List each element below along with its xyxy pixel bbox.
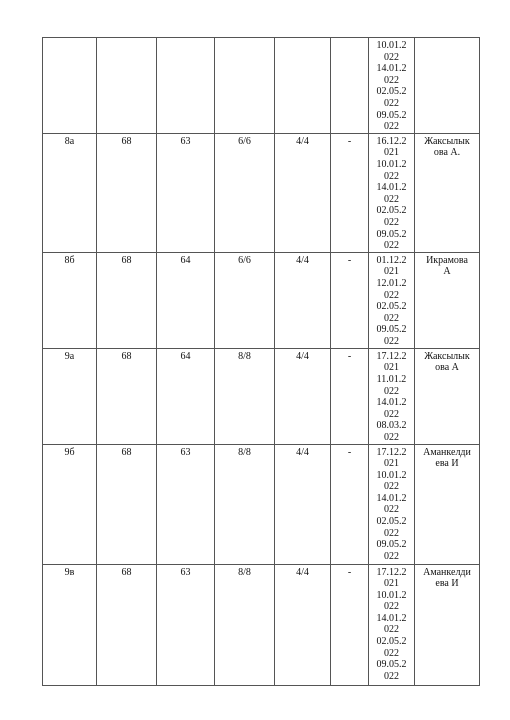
- teacher-cell: Жаксылык ова А.: [415, 133, 480, 252]
- table-row: [43, 564, 480, 685]
- teacher-cell: [415, 38, 480, 134]
- hours-actual-cell: 63: [157, 444, 215, 564]
- ratio-cell-2: 4/4: [275, 252, 331, 348]
- hours-actual-cell: 64: [157, 348, 215, 444]
- dates-cell: 10.01.2 022 14.01.2 022 02.05.2 022 09.05.2 022: [369, 38, 415, 134]
- ratio-cell: 8/8: [215, 444, 275, 564]
- dates-cell: 17.12.2 021 11.01.2 022 14.01.2 022 08.03.2 022: [369, 348, 415, 444]
- dates-cell: 17.12.2 021 10.01.2 022 14.01.2 022 02.05.2 022 09.05.2 022: [369, 564, 415, 685]
- hours-actual-cell: 63: [157, 133, 215, 252]
- ratio-cell-2: 4/4: [275, 444, 331, 564]
- teacher-cell: Аманкелди ева И: [415, 564, 480, 685]
- dates-cell: 16.12.2 021 10.01.2 022 14.01.2 022 02.05.2 022 09.05.2 022: [369, 133, 415, 252]
- hours-planned-cell: 68: [97, 252, 157, 348]
- dash-cell: [331, 38, 369, 134]
- class-cell: 8а: [43, 133, 97, 252]
- hours-planned-cell: 68: [97, 348, 157, 444]
- class-cell: 8б: [43, 252, 97, 348]
- hours-actual-cell: 63: [157, 564, 215, 685]
- table-row: [43, 444, 480, 564]
- ratio-cell-2: 4/4: [275, 564, 331, 685]
- dash-cell: -: [331, 348, 369, 444]
- teacher-cell: Икрамова А: [415, 252, 480, 348]
- ratio-cell: 6/6: [215, 133, 275, 252]
- teacher-cell: Жаксылык ова А: [415, 348, 480, 444]
- dash-cell: -: [331, 444, 369, 564]
- teacher-cell: Аманкелди ева И: [415, 444, 480, 564]
- attendance-table: [42, 37, 480, 686]
- dash-cell: -: [331, 564, 369, 685]
- hours-planned-cell: [97, 38, 157, 134]
- hours-actual-cell: [157, 38, 215, 134]
- class-cell: [43, 38, 97, 134]
- class-cell: 9б: [43, 444, 97, 564]
- ratio-cell: 8/8: [215, 348, 275, 444]
- ratio-cell-2: 4/4: [275, 133, 331, 252]
- dates-cell: 17.12.2 021 10.01.2 022 14.01.2 022 02.05.2 022 09.05.2 022: [369, 444, 415, 564]
- hours-planned-cell: 68: [97, 564, 157, 685]
- dates-cell: 01.12.2 021 12.01.2 022 02.05.2 022 09.05.2 022: [369, 252, 415, 348]
- hours-planned-cell: 68: [97, 133, 157, 252]
- ratio-cell-2: [275, 38, 331, 134]
- class-cell: 9а: [43, 348, 97, 444]
- table-row: [43, 38, 480, 134]
- table-row: [43, 252, 480, 348]
- hours-planned-cell: 68: [97, 444, 157, 564]
- table-row: [43, 133, 480, 252]
- table-row: [43, 348, 480, 444]
- dash-cell: -: [331, 133, 369, 252]
- ratio-cell: 8/8: [215, 564, 275, 685]
- hours-actual-cell: 64: [157, 252, 215, 348]
- dash-cell: -: [331, 252, 369, 348]
- ratio-cell: 6/6: [215, 252, 275, 348]
- ratio-cell: [215, 38, 275, 134]
- class-cell: 9в: [43, 564, 97, 685]
- ratio-cell-2: 4/4: [275, 348, 331, 444]
